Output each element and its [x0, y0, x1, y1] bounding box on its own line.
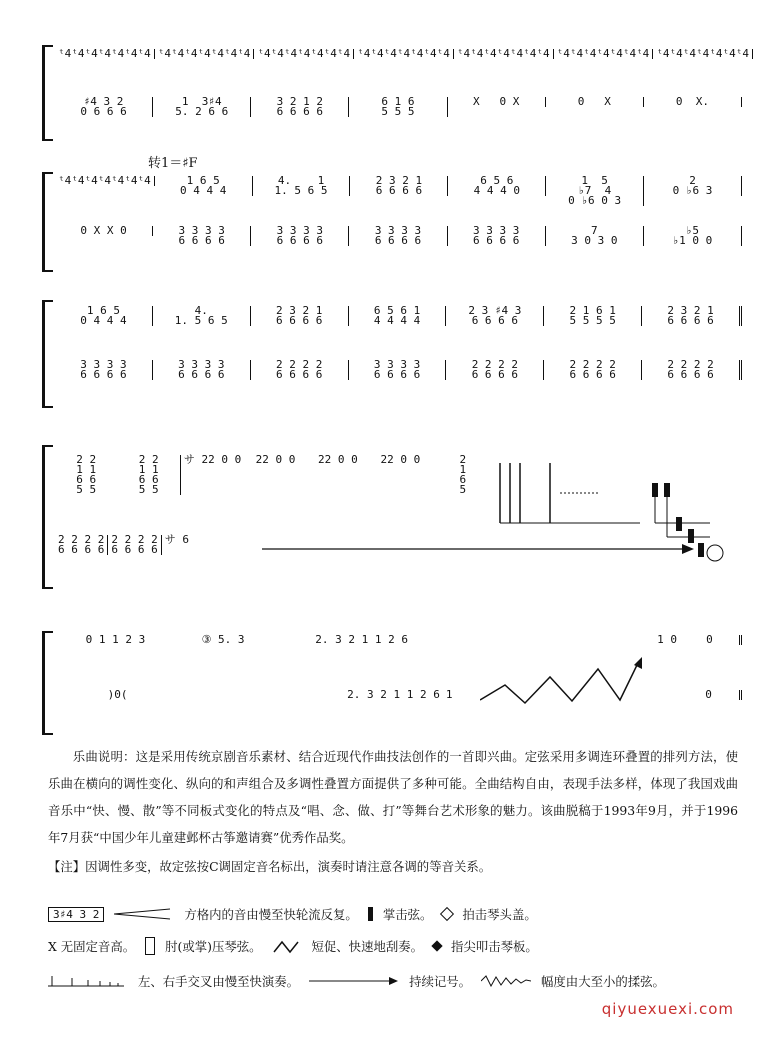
note-group: 2 2 1 1 6 6 5 5	[76, 453, 97, 496]
note-group: 3 3 3 3 6 6 6 6	[80, 358, 127, 381]
note-group: 6 5 6 1 4 4 4 4	[373, 304, 421, 327]
note-group: ♭5 ♭1 0 0	[672, 224, 713, 247]
note-group: 1 0	[657, 633, 677, 646]
note-group: 3 3 3 3 6 6 6 6	[178, 358, 225, 381]
note-group: 3 2 1 2 6 6 6 6	[276, 95, 324, 118]
vibrato-zigzag	[480, 655, 650, 715]
strike-icon	[368, 907, 373, 921]
upper-staff	[55, 306, 742, 326]
decrescendo-icon	[114, 908, 174, 920]
note-group: 2 1 6 5	[459, 453, 467, 496]
tremolo-bar: ᵗ4ᵗ4ᵗ4ᵗ4ᵗ4ᵗ4ᵗ4	[257, 47, 351, 60]
system-brace	[42, 631, 53, 735]
elbow-press-icon	[145, 937, 155, 955]
score-system-5	[0, 605, 774, 735]
lower-staff	[55, 533, 189, 556]
note-group: 22 0 0	[318, 453, 358, 466]
tremolo-bar: ᵗ4ᵗ4ᵗ4ᵗ4ᵗ4ᵗ4ᵗ4	[157, 47, 251, 60]
note-group: 22 0 0	[255, 453, 296, 466]
vibrato-text: 幅度由大至小的揉弦。	[541, 974, 665, 989]
note-group: 2 3 2 1 6 6 6 6	[667, 304, 714, 327]
sustain-arrow	[262, 539, 702, 559]
site-watermark: qiyuexuexi.com	[601, 1000, 734, 1018]
system-brace	[42, 300, 53, 408]
note-group: 1 6 5 0 4 4 4	[179, 174, 227, 197]
note-group: ③ 5. 3	[201, 633, 245, 646]
note-group: 1 6 5 0 4 4 4	[80, 304, 127, 327]
score-system-3	[0, 300, 774, 410]
x-notation-text: X 无固定音高。	[48, 939, 136, 954]
note-group: サ 22 0 0	[183, 453, 242, 466]
note-group: 2 2 2 2 6 6 6 6	[275, 358, 323, 381]
note-group: 2 2 1 1 6 6 5 5	[138, 453, 159, 496]
note-group: )0(	[107, 688, 128, 701]
key-change-label: 转1＝♯F	[148, 156, 198, 171]
tremolo-bar: ᵗ4ᵗ4ᵗ4ᵗ4ᵗ4ᵗ4ᵗ4	[357, 47, 450, 60]
tuning-annotation: 【注】因调性多变，故定弦按C调固定音名标出，演奏时请注意各调的等音关系。	[48, 859, 492, 874]
tremolo-bar: ᵗ4ᵗ4ᵗ4ᵗ4ᵗ4ᵗ4ᵗ4	[58, 47, 151, 60]
lower-staff	[55, 226, 742, 246]
cross-hands-text: 左、右手交叉由慢至快演奏。	[138, 974, 300, 989]
lower-staff	[55, 360, 742, 380]
note-group: 22 0 0	[380, 453, 421, 466]
fast-strum-text: 短促、快速地刮奏。	[311, 939, 424, 954]
note-group: 6 5 6 4 4 4 0	[473, 174, 520, 197]
note-group: 0 1 1 2 3	[85, 633, 146, 646]
note-group: 0 X.	[675, 95, 709, 108]
note-group: 2 2 2 2 6 6 6 6	[667, 358, 714, 381]
system-brace	[42, 45, 53, 141]
diamond-filled-icon	[431, 940, 442, 951]
piece-description: 乐曲说明：这是采用传统京剧音乐素材、结合近现代作曲技法创作的一首即兴曲。定弦采用多调连环叠置的排列方法，使乐曲在横向的调性变化、纵向的和声组合及多调性叠置方面提供了多种可能。全曲结构自由，表现手法多样，体现了我国戏曲音乐中“快、慢、散”等不同板式变化的特点及“唱、念、做、打”等舞台艺术形象的魅力。该曲脱稿于1993年9月，并于1996年7月获“中国少年儿童建邺杯古筝邀请赛”优秀作品奖。	[48, 749, 738, 845]
tremolo-bar: ᵗ4ᵗ4ᵗ4ᵗ4ᵗ4ᵗ4ᵗ4	[58, 174, 151, 187]
note-group: 2 0 ♭6 3	[672, 174, 713, 197]
note-group: 2 2 2 2 6 6 6 6	[569, 358, 616, 381]
system-brace	[42, 445, 53, 589]
note-group: 0	[706, 633, 713, 646]
upper-staff	[55, 176, 742, 206]
note-group: X 0 X	[472, 95, 520, 108]
note-group: 3 3 3 3 6 6 6 6	[373, 358, 421, 381]
lower-staff	[55, 97, 742, 117]
note-group: 1 3♯4 5. 2 6 6	[175, 95, 229, 118]
note-group: 2 2 2 2 6 6 6 6	[471, 358, 519, 381]
legend-row-1	[48, 905, 537, 923]
note-group: 2 3 ♯4 3 6 6 6 6	[468, 304, 522, 327]
note-group: 2 2 2 2 6 6 6 6	[111, 533, 158, 556]
note-group: 2 2 2 2 6 6 6 6	[58, 533, 105, 556]
note-group: 2. 3 2 1 1 2 6	[347, 688, 440, 701]
cross-hands-icon	[48, 972, 128, 990]
score-system-2	[0, 150, 774, 270]
note-group: 2 3 2 1 6 6 6 6	[275, 304, 323, 327]
note-group: ♯4 3 2 0 6 6 6	[80, 95, 127, 118]
legend-row-2	[48, 937, 538, 955]
note-group: 2 1 6 1 5 5 5 5	[569, 304, 616, 327]
vibrato-wave-icon	[481, 975, 531, 987]
note-group: 6 1 6 5 5 5	[381, 95, 415, 118]
note-group: 1 5 ♭7 4 0 ♭6 0 3	[568, 174, 622, 207]
description-section	[48, 743, 738, 880]
note-group: 1	[445, 688, 453, 701]
score-system-1	[0, 45, 774, 145]
note-group: 2 3 2 1 6 6 6 6	[375, 174, 423, 197]
elbow-text: 肘(或掌)压琴弦。	[165, 939, 262, 954]
tremolo-bar: ᵗ4ᵗ4ᵗ4ᵗ4ᵗ4ᵗ4ᵗ4	[556, 47, 650, 60]
boxed-notes-sample: 3♯4 3 2	[48, 907, 104, 922]
note-group: 3 3 3 3 6 6 6 6	[374, 224, 422, 247]
upper-staff	[55, 635, 742, 645]
legend-row-3	[48, 972, 665, 990]
tremolo-bar: ᵗ4ᵗ4ᵗ4ᵗ4ᵗ4ᵗ4ᵗ4	[656, 47, 750, 60]
upper-staff	[55, 455, 494, 495]
note-group: 3 3 3 3 6 6 6 6	[178, 224, 225, 247]
note-group: 3 3 3 3 6 6 6 6	[276, 224, 324, 247]
strike-text: 掌击弦。	[382, 907, 433, 922]
system-brace	[42, 172, 53, 272]
diamond-outline-icon	[440, 907, 454, 921]
tremolo-bar: ᵗ4ᵗ4ᵗ4ᵗ4ᵗ4ᵗ4ᵗ4	[456, 47, 550, 60]
boxed-notes-text: 方格内的音由慢至快轮流反复。	[184, 907, 358, 922]
note-group: サ 6	[164, 533, 189, 546]
upper-staff	[55, 47, 750, 60]
fast-strum-icon	[272, 938, 302, 954]
note-group: 2. 3 2 1 1 2 6	[315, 633, 408, 646]
pat-text: 拍击琴头盖。	[462, 907, 537, 922]
score-system-4	[0, 435, 774, 585]
note-group: 4. 1. 5 6 5	[174, 304, 228, 327]
note-group: 0 X X 0	[80, 224, 127, 237]
note-group: 4. 1 1. 5 6 5	[274, 174, 328, 197]
note-group: 3 3 3 3 6 6 6 6	[472, 224, 520, 247]
note-group: 0	[705, 688, 712, 701]
note-group: 7 3 0 3 0	[571, 224, 618, 247]
nail-text: 指尖叩击琴板。	[451, 939, 538, 954]
sustain-arrow-icon	[309, 975, 399, 987]
note-group: 0 X	[577, 95, 611, 108]
sustain-text: 持续记号。	[409, 974, 472, 989]
